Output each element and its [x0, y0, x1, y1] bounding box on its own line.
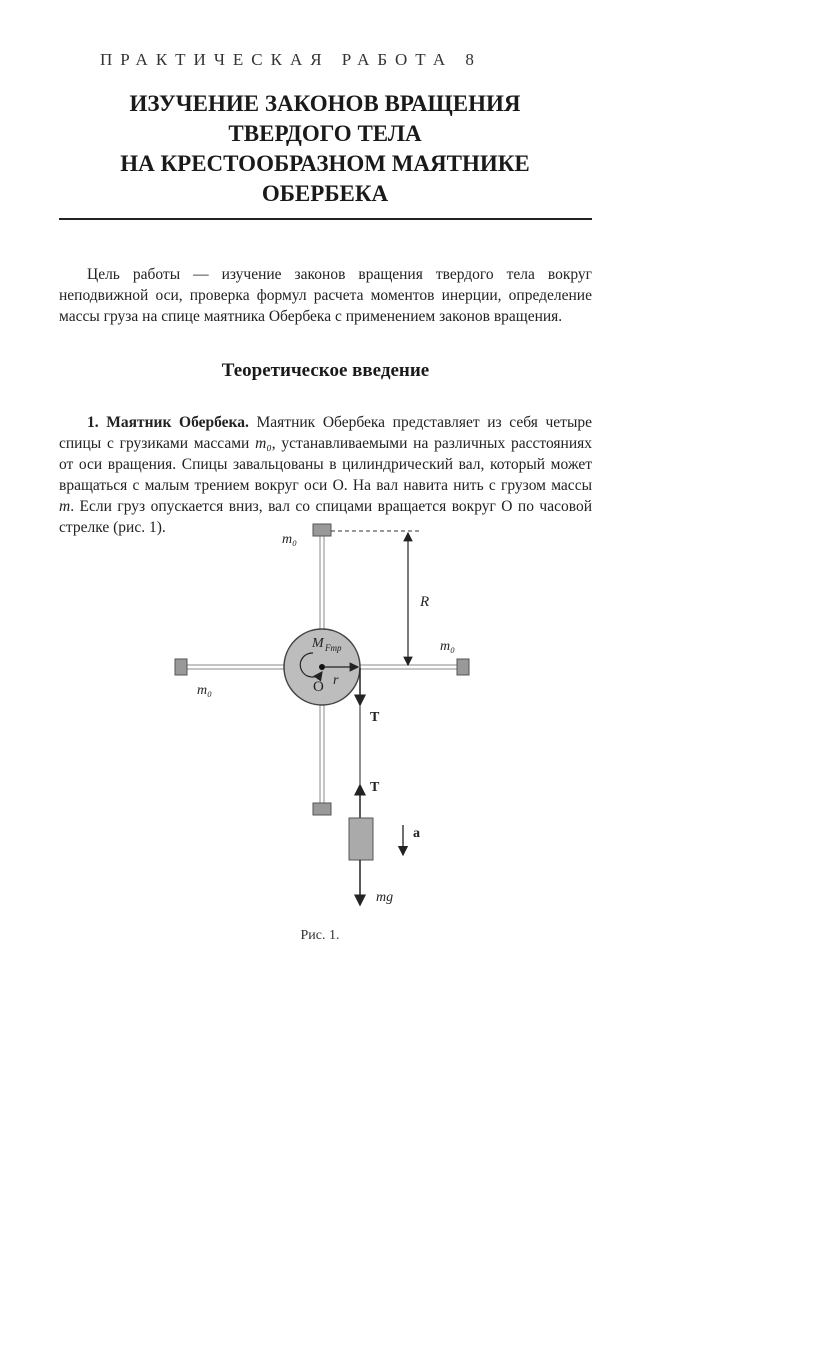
title-line-4: ОБЕРБЕКА	[261, 181, 389, 206]
label-M-friction: M	[312, 636, 324, 651]
title-divider	[59, 218, 592, 220]
title-line-3: НА КРЕСТООБРАЗНОМ МАЯТНИКЕ	[120, 151, 530, 176]
label-r: r	[333, 673, 339, 688]
goal-paragraph: Цель работы — изучение законов вращения твердого тела вокруг неподвижной оси, проверка формул расчета моментов инерции, определение массы груза на спице маятника Обербека с применением законов вращения.	[59, 265, 592, 325]
label-a: a	[413, 826, 420, 841]
label-mg: mg	[376, 890, 394, 905]
label-T-upper: T	[370, 710, 380, 725]
paragraph-text-2: , устанавливаемыми на различных расстояниях от оси вращения. Спицы завальцованы в цилиндрический вал, который может вращаться с малым трением вокруг оси О. На вал навита нить с грузом массы	[59, 434, 593, 494]
weight-left	[175, 659, 187, 675]
hanging-mass	[349, 818, 373, 860]
paragraph-text-1: Маятник Обербека представляет из себя четыре спицы с грузиками массами	[59, 413, 592, 452]
running-header: ПРАКТИЧЕСКАЯ РАБОТА 8	[100, 50, 482, 69]
paragraph-text-3: . Если груз опускается вниз, вал со спицами вращается вокруг О по часовой стрелке (рис. 1).	[59, 497, 592, 536]
oberbeck-pendulum-figure	[160, 515, 480, 915]
section-title: Теоретическое введение	[221, 360, 430, 381]
label-m0-top: m₀	[282, 532, 297, 547]
page-title	[60, 89, 590, 209]
label-m0-left: m₀	[197, 683, 212, 698]
label-m0-right: m₀	[440, 639, 455, 654]
title-line-2: ТВЕРДОГО ТЕЛА	[228, 121, 422, 146]
weight-right	[457, 659, 469, 675]
symbol-m0: m₀	[255, 434, 272, 452]
paragraph-lead: 1. Маятник Обербека.	[87, 413, 249, 431]
label-R: R	[420, 594, 430, 610]
weight-top	[313, 524, 331, 536]
label-M-friction-subscript: Fтр	[325, 643, 342, 653]
title-line-1: ИЗУЧЕНИЕ ЗАКОНОВ ВРАЩЕНИЯ	[129, 91, 521, 116]
weight-bottom	[313, 803, 331, 815]
symbol-m: m	[59, 497, 71, 515]
label-T-lower: T	[370, 780, 380, 795]
figure-caption: Рис. 1.	[300, 928, 340, 943]
label-O: O	[313, 679, 324, 695]
